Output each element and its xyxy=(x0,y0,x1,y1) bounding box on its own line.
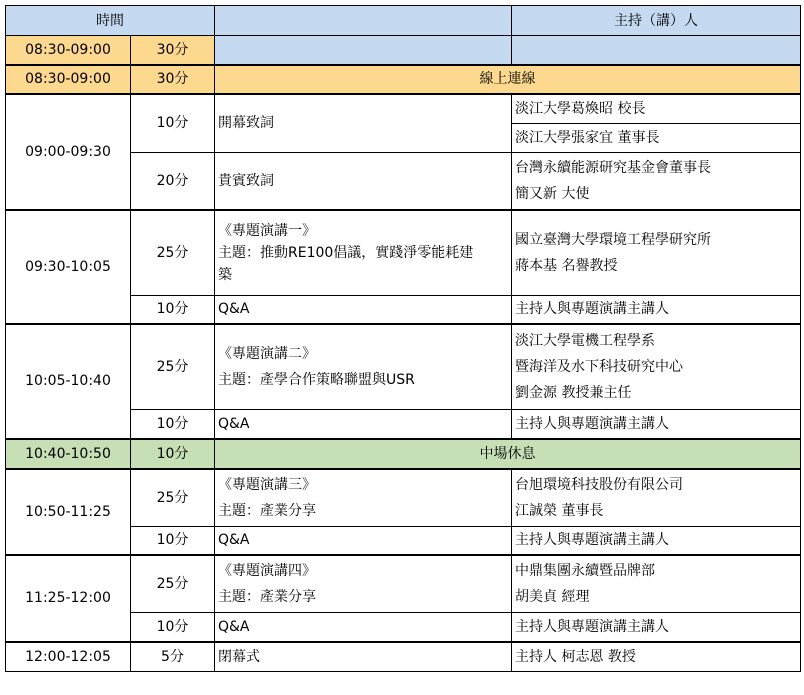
agenda-table xyxy=(5,5,801,672)
header-row xyxy=(6,6,801,36)
topic-cell: Q&A xyxy=(215,613,512,642)
host-cell: 淡江大學張家宜 董事長 xyxy=(512,123,801,152)
duration-cell: 10分 xyxy=(131,439,215,469)
host-cell xyxy=(512,152,801,210)
host-line: 台旭環境科技股份有限公司 xyxy=(515,476,683,493)
host-cell: 主持人與專題演講主講人 xyxy=(512,295,801,324)
duration-cell: 25分 xyxy=(131,469,215,527)
duration-cell: 10分 xyxy=(131,613,215,642)
duration-cell: 20分 xyxy=(131,152,215,210)
topic-line: 《專題演講四》 xyxy=(218,563,316,579)
host-line: 暨海洋及水下科技研究中心 xyxy=(515,359,683,375)
host-cell xyxy=(512,469,801,527)
duration-cell: 10分 xyxy=(131,295,215,324)
time-cell: 09:30-10:05 xyxy=(6,210,131,325)
topic-line: 築 xyxy=(218,266,232,283)
duration-cell: 25分 xyxy=(131,324,215,410)
schedule-row xyxy=(6,65,801,94)
host-cell: 主持人與專題演講主講人 xyxy=(512,613,801,642)
time-cell: 10:05-10:40 xyxy=(6,324,131,439)
host-line: 中鼎集團永續暨品牌部 xyxy=(515,563,655,579)
duration-cell: 30分 xyxy=(131,65,215,94)
duration-cell: 25分 xyxy=(131,210,215,296)
host-line: 劉金源 教授兼主任 xyxy=(515,385,632,401)
event-cell: 中場休息 xyxy=(215,439,801,469)
event-cell: 線上連線 xyxy=(215,65,801,94)
topic-cell: 閉幕式 xyxy=(215,642,512,672)
duration-cell: 10分 xyxy=(131,94,215,153)
duration-cell: 30分 xyxy=(131,36,215,65)
topic-line: 主題：產業分享 xyxy=(218,589,316,605)
topic-cell: Q&A xyxy=(215,526,512,555)
host-line: 簡又新 大使 xyxy=(515,185,590,202)
header-time: 時間 xyxy=(6,6,215,36)
schedule-row xyxy=(6,94,801,124)
host-cell xyxy=(512,555,801,613)
host-line: 台灣永續能源研究基金會董事長 xyxy=(515,159,711,176)
host-cell: 主持人與專題演講主講人 xyxy=(512,526,801,555)
schedule-row xyxy=(6,439,801,469)
time-cell: 12:00-12:05 xyxy=(6,642,131,672)
host-cell xyxy=(512,324,801,410)
duration-cell: 10分 xyxy=(131,410,215,439)
schedule-row xyxy=(6,469,801,527)
time-cell: 11:25-12:00 xyxy=(6,555,131,642)
host-line: 淡江大學電機工程學系 xyxy=(515,333,655,349)
topic-line: 《專題演講三》 xyxy=(218,476,316,493)
schedule-row xyxy=(6,642,801,672)
topic-line: 《專題演講一》 xyxy=(218,222,316,239)
host-line: 國立臺灣大學環境工程學研究所 xyxy=(515,231,711,248)
host-cell xyxy=(512,210,801,296)
header-topic xyxy=(215,6,512,36)
duration-cell: 25分 xyxy=(131,555,215,613)
schedule-row xyxy=(6,36,801,65)
time-cell: 08:30-09:00 xyxy=(6,36,131,65)
topic-cell xyxy=(215,555,512,613)
topic-cell xyxy=(215,469,512,527)
host-cell xyxy=(512,36,801,65)
topic-cell xyxy=(215,36,512,65)
topic-line: 《專題演講二》 xyxy=(218,346,316,362)
topic-cell xyxy=(215,210,512,296)
topic-line: 主題：產學合作策略聯盟與USR xyxy=(218,372,415,388)
time-cell: 09:00-09:30 xyxy=(6,94,131,210)
agenda-container xyxy=(5,5,801,672)
time-cell: 10:50-11:25 xyxy=(6,469,131,556)
host-cell: 淡江大學葛煥昭 校長 xyxy=(512,94,801,124)
topic-cell: 開幕致詞 xyxy=(215,94,512,153)
topic-cell xyxy=(215,324,512,410)
topic-line: 主題：推動RE100倡議，實踐淨零能耗建 xyxy=(218,244,474,261)
host-cell: 主持人與專題演講主講人 xyxy=(512,410,801,439)
time-cell: 10:40-10:50 xyxy=(6,439,131,469)
topic-cell: Q&A xyxy=(215,295,512,324)
host-line: 蔣本基 名譽教授 xyxy=(515,257,618,274)
schedule-row xyxy=(6,324,801,410)
host-line: 江誠榮 董事長 xyxy=(515,502,604,519)
schedule-row xyxy=(6,210,801,296)
host-line: 胡美貞 經理 xyxy=(515,589,590,605)
duration-cell: 5分 xyxy=(131,642,215,672)
duration-cell: 10分 xyxy=(131,526,215,555)
topic-line: 主題：產業分享 xyxy=(218,502,316,519)
time-cell: 08:30-09:00 xyxy=(6,65,131,94)
schedule-row xyxy=(6,555,801,613)
topic-cell: Q&A xyxy=(215,410,512,439)
host-cell: 主持人 柯志恩 教授 xyxy=(512,642,801,672)
header-host: 主持（講）人 xyxy=(512,6,801,36)
topic-cell: 貴賓致詞 xyxy=(215,152,512,210)
